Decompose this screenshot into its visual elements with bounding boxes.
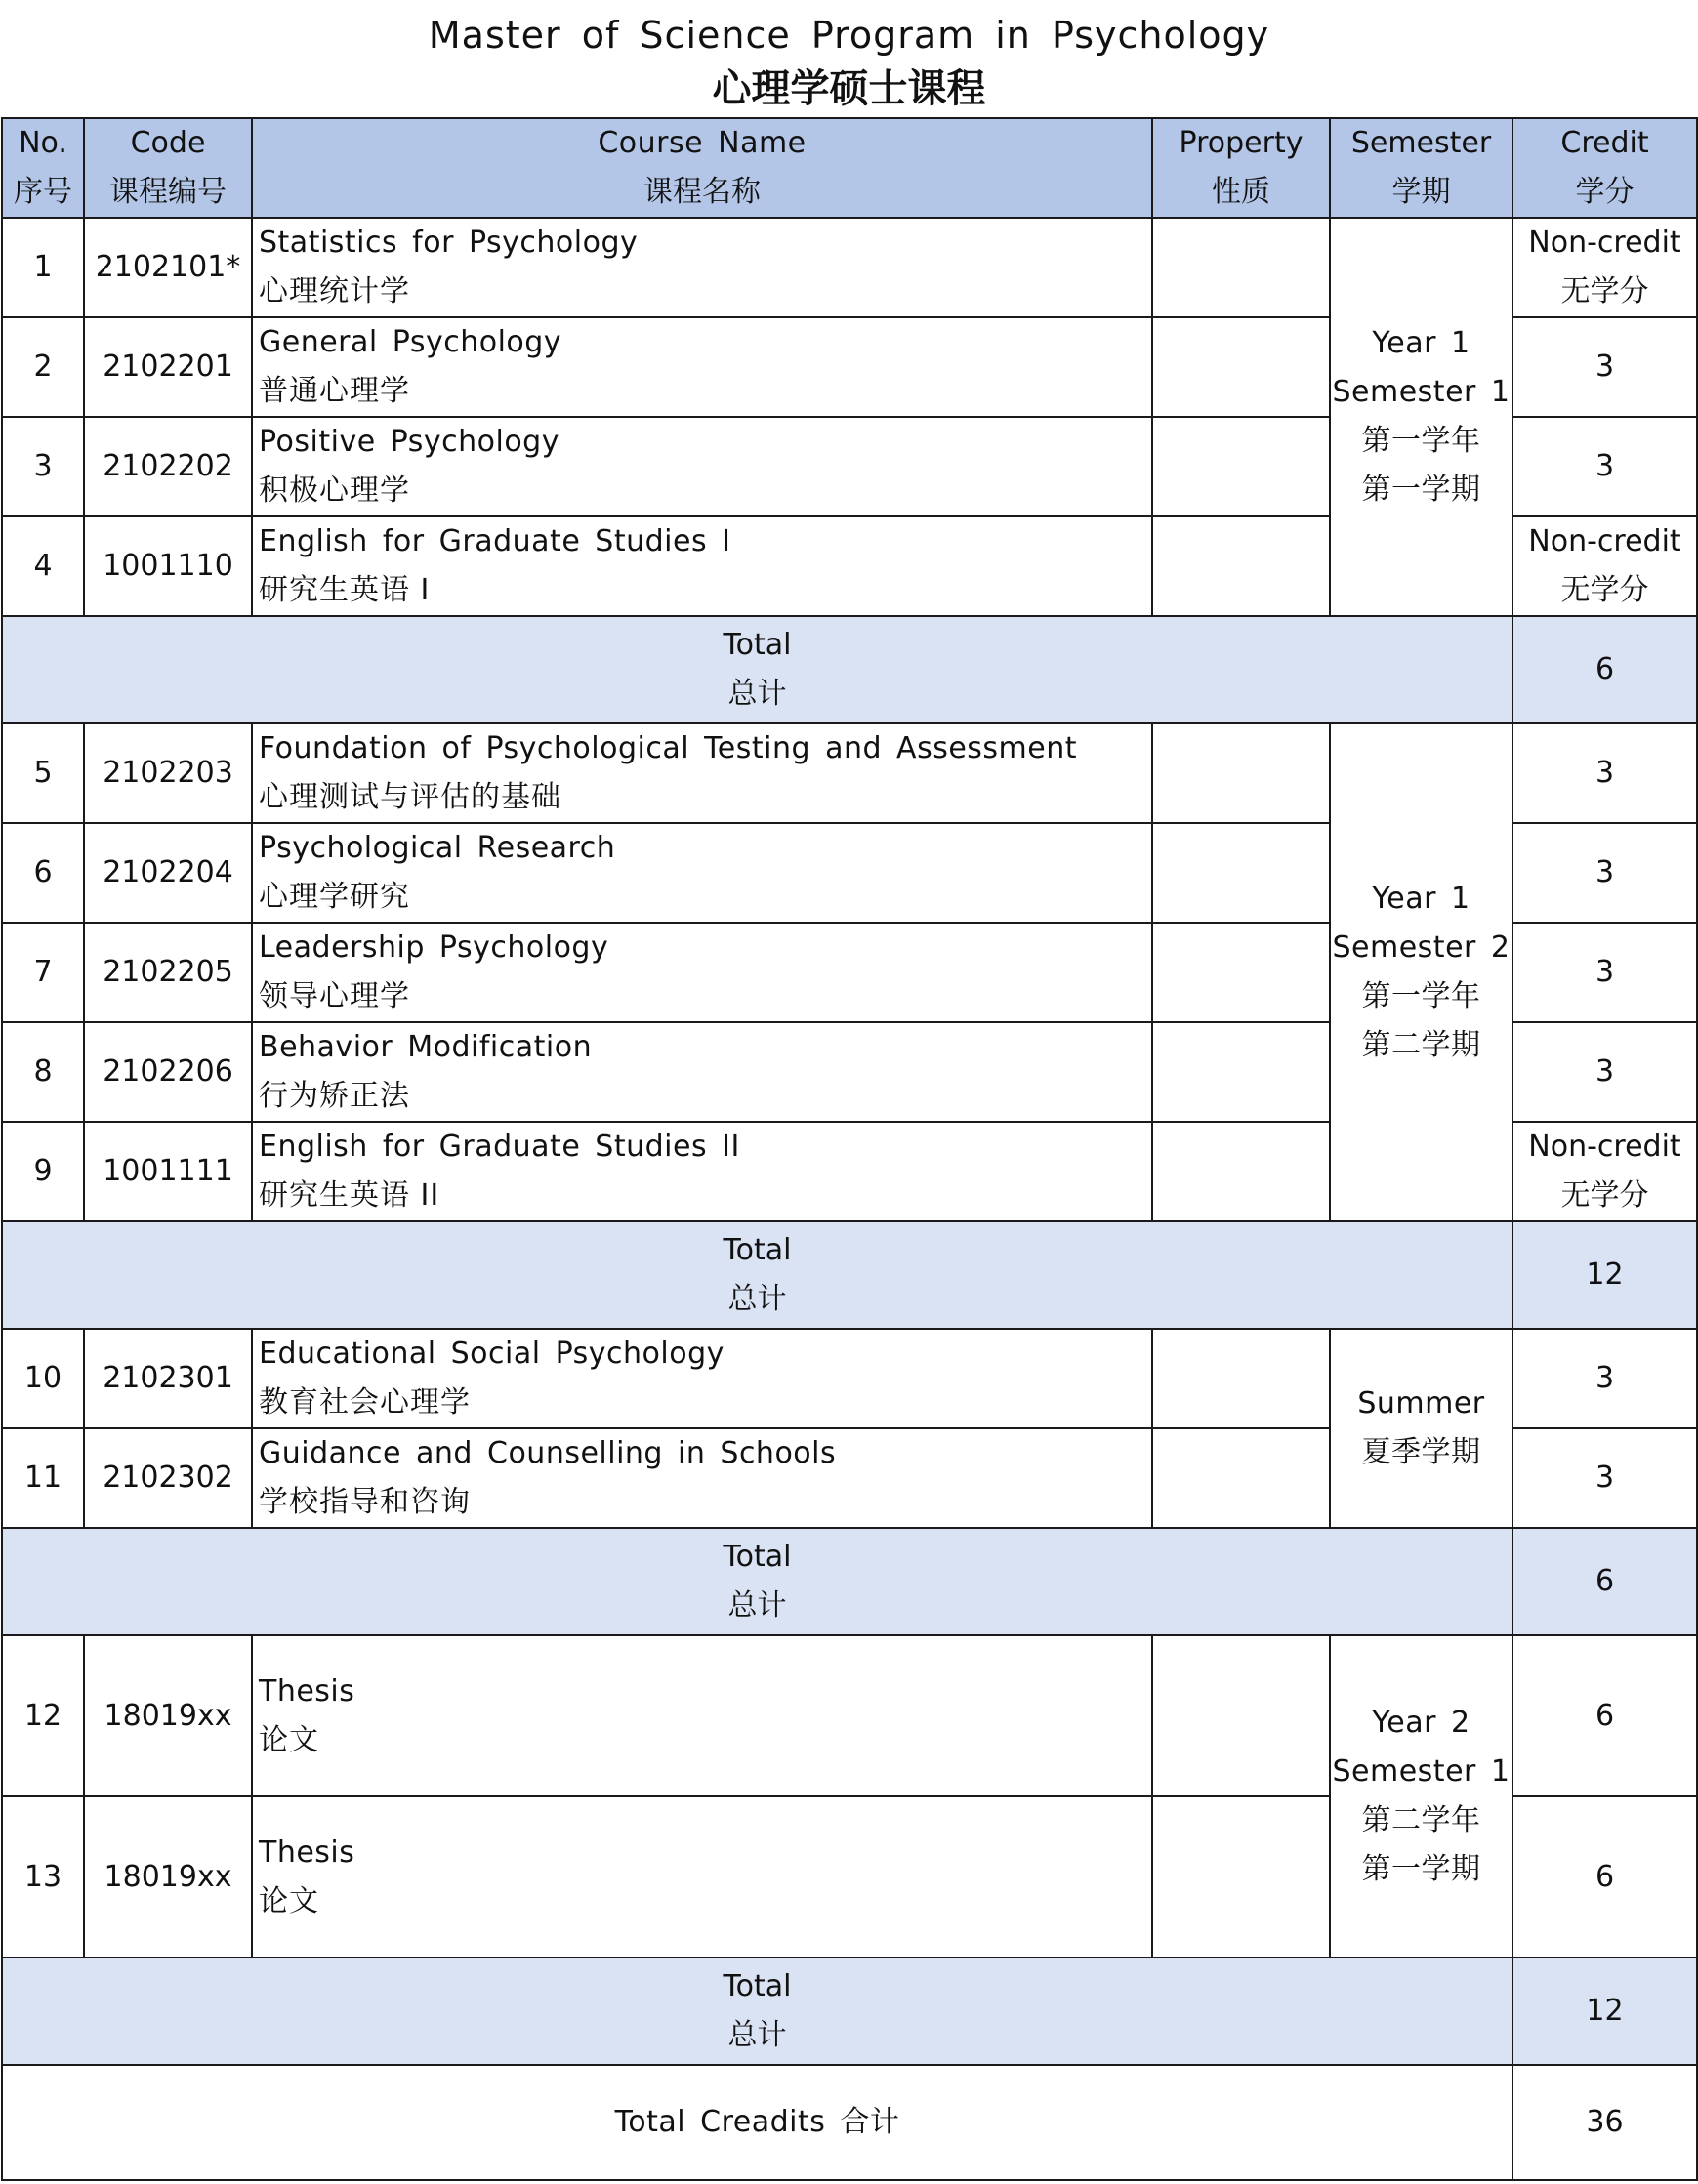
cell-property [1152,923,1330,1022]
total-credit-cell [1512,616,1697,723]
cell-course-name [252,317,1152,417]
cell-property [1152,417,1330,516]
cell-semester [1330,723,1512,1221]
course-code: 2102302 [103,1461,233,1495]
cell-credit [1512,1428,1697,1528]
total-row [2,1221,1697,1329]
semester-line: 第二学年 [1361,1803,1481,1837]
course-name-zh: 研究生英语 I [259,573,431,607]
course-code: 2102201 [103,350,233,384]
course-name-en: Statistics for Psychology [259,226,639,260]
cell-code [84,1122,252,1221]
cell-property [1152,823,1330,923]
course-number: 13 [23,1859,62,1894]
cell-credit [1512,823,1697,923]
header-no-zh: 序号 [14,175,72,209]
course-code: 2102204 [103,855,233,889]
course-credit: 无学分 [1560,274,1649,309]
cell-credit [1512,1329,1697,1428]
course-number: 6 [33,855,53,889]
cell-no [2,1428,84,1528]
header-course-name-zh: 课程名称 [643,175,761,209]
course-name-zh: 心理学研究 [259,880,410,914]
header-code-zh: 课程编号 [109,175,227,209]
total-credit-cell [1512,1221,1697,1329]
cell-property [1152,1428,1330,1528]
cell-no [2,1796,84,1957]
course-number: 2 [33,350,53,384]
semester-line: 第二学期 [1361,1028,1481,1062]
total-label-en: Total [723,1540,792,1574]
header-credit-zh: 学分 [1575,175,1635,209]
course-number: 1 [33,250,53,284]
grand-total-value-cell [1512,2065,1697,2180]
course-number: 11 [23,1461,62,1495]
total-credit-value: 12 [1586,1994,1624,2028]
grand-total-value: 36 [1586,2105,1624,2139]
course-name-en: Thesis [259,1673,355,1709]
cell-no [2,317,84,417]
cell-no [2,1635,84,1796]
cell-course-name [252,516,1152,616]
course-name-en: Thesis [259,1834,355,1870]
course-credit: Non-credit [1528,226,1681,260]
course-name-zh: 论文 [259,1883,319,1918]
cell-property [1152,1329,1330,1428]
course-credit: 3 [1594,350,1615,384]
header-code [84,118,252,218]
course-name-en: Educational Social Psychology [259,1337,725,1371]
cell-credit [1512,923,1697,1022]
cell-code [84,417,252,516]
cell-credit [1512,1635,1697,1796]
table-row [2,723,1697,823]
header-semester-zh: 学期 [1391,175,1451,209]
table-row [2,218,1697,317]
course-credit: 6 [1594,1859,1615,1894]
header-code-en: Code [130,126,206,160]
course-code: 2102206 [103,1054,233,1089]
course-code: 18019xx [104,1859,232,1894]
table-row [2,1635,1697,1796]
cell-credit [1512,723,1697,823]
course-credit: Non-credit [1528,1130,1681,1164]
course-name-zh: 积极心理学 [259,474,410,508]
course-name-zh: 普通心理学 [259,374,410,408]
title-chinese: 心理学硕士课程 [712,66,986,111]
course-code: 1001110 [103,549,233,583]
course-name-zh: 行为矫正法 [259,1079,410,1113]
course-name-zh: 心理测试与评估的基础 [259,780,561,814]
semester-line: Year 1 [1372,326,1470,360]
cell-no [2,823,84,923]
cell-credit [1512,317,1697,417]
course-name-zh: 领导心理学 [259,979,410,1013]
cell-course-name [252,218,1152,317]
course-number: 4 [33,549,53,583]
course-credit: 3 [1594,855,1615,889]
semester-line: Year 2 [1372,1706,1470,1740]
cell-code [84,317,252,417]
cell-semester [1330,1635,1512,1957]
course-credit: 3 [1594,1361,1615,1395]
cell-no [2,1329,84,1428]
semester-line: Summer [1357,1386,1485,1421]
course-number: 12 [23,1698,62,1733]
total-row [2,1528,1697,1635]
course-name-en: Leadership Psychology [259,930,609,965]
header-semester [1330,118,1512,218]
cell-no [2,723,84,823]
cell-code [84,1329,252,1428]
total-credit-value: 6 [1594,1564,1615,1598]
cell-property [1152,1022,1330,1122]
course-credit: 3 [1594,1054,1615,1089]
course-name-en: Behavior Modification [259,1030,593,1064]
course-code: 2102202 [103,449,233,483]
course-credit: 3 [1594,955,1615,989]
course-name-zh: 研究生英语 II [259,1178,440,1213]
cell-credit [1512,417,1697,516]
total-credit-value: 6 [1594,652,1615,686]
semester-line: 第一学期 [1361,473,1481,507]
cell-course-name [252,1796,1152,1957]
course-table [1,117,1698,2181]
cell-credit [1512,1796,1697,1957]
course-code: 1001111 [103,1154,233,1188]
total-label-cell [2,1528,1512,1635]
cell-code [84,1796,252,1957]
cell-property [1152,1635,1330,1796]
total-label-cell [2,1221,1512,1329]
document-title [0,0,1698,117]
cell-course-name [252,823,1152,923]
header-semester-en: Semester [1350,126,1492,160]
grand-total-row [2,2065,1697,2180]
course-code: 2102205 [103,955,233,989]
cell-code [84,218,252,317]
cell-credit [1512,1022,1697,1122]
semester-line: 第一学期 [1361,1852,1481,1886]
course-code: 2102101* [95,250,241,284]
title-english: Master of Science Program in Psychology [428,14,1270,57]
course-credit: Non-credit [1528,524,1681,558]
course-name-en: Positive Psychology [259,425,559,459]
cell-course-name [252,1022,1152,1122]
total-label-en: Total [723,628,792,662]
header-no-en: No. [19,126,67,160]
header-property-en: Property [1179,126,1304,160]
course-credit: 6 [1594,1698,1615,1733]
total-label-en: Total [723,1969,792,2003]
cell-code [84,1428,252,1528]
cell-no [2,417,84,516]
header-course-name-en: Course Name [598,126,807,160]
header-credit [1512,118,1697,218]
course-name-en: Guidance and Counselling in Schools [259,1436,837,1470]
grand-total-label: Total Creadits 合计 [614,2105,900,2139]
course-name-zh: 教育社会心理学 [259,1385,471,1420]
course-name-zh: 论文 [259,1722,319,1757]
cell-property [1152,516,1330,616]
cell-course-name [252,923,1152,1022]
total-label-cell [2,1957,1512,2065]
course-name-en: Psychological Research [259,831,616,865]
cell-no [2,1022,84,1122]
cell-code [84,723,252,823]
course-name-en: English for Graduate Studies I [259,524,731,558]
header-credit-en: Credit [1560,126,1649,160]
cell-credit [1512,516,1697,616]
total-credit-cell [1512,1957,1697,2065]
course-name-en: Foundation of Psychological Testing and Assessment [259,731,1078,765]
semester-line: 第一学年 [1361,424,1481,458]
total-row [2,1957,1697,2065]
semester-line: Semester 1 [1332,1754,1511,1789]
course-credit: 3 [1594,449,1615,483]
cell-code [84,1022,252,1122]
total-label-zh: 总计 [727,1588,787,1623]
cell-course-name [252,1428,1152,1528]
total-label-zh: 总计 [727,2018,787,2052]
cell-property [1152,317,1330,417]
cell-semester [1330,218,1512,616]
cell-code [84,923,252,1022]
header-course-name [252,118,1152,218]
table-row [2,1329,1697,1428]
total-credit-cell [1512,1528,1697,1635]
header-no [2,118,84,218]
cell-code [84,516,252,616]
course-number: 3 [33,449,53,483]
cell-no [2,516,84,616]
total-label-en: Total [723,1233,792,1267]
cell-property [1152,1122,1330,1221]
course-number: 7 [33,955,53,989]
course-name-zh: 心理统计学 [259,274,410,309]
cell-course-name [252,1329,1152,1428]
cell-course-name [252,1122,1152,1221]
header-property [1152,118,1330,218]
cell-course-name [252,1635,1152,1796]
cell-property [1152,1796,1330,1957]
course-code: 2102203 [103,756,233,790]
course-name-zh: 学校指导和咨询 [259,1485,471,1519]
course-number: 10 [23,1361,62,1395]
semester-line: Semester 2 [1332,930,1511,965]
cell-code [84,823,252,923]
course-credit: 无学分 [1560,1178,1649,1213]
table-header-row [2,118,1697,218]
semester-line: Semester 1 [1332,375,1511,409]
course-code: 18019xx [104,1698,232,1733]
cell-semester [1330,1329,1512,1528]
cell-property [1152,218,1330,317]
cell-no [2,1122,84,1221]
semester-line: Year 1 [1372,882,1470,916]
total-label-zh: 总计 [727,1282,787,1316]
course-credit: 3 [1594,756,1615,790]
course-number: 5 [33,756,53,790]
total-label-cell [2,616,1512,723]
semester-line: 第一学年 [1361,979,1481,1013]
cell-credit [1512,218,1697,317]
course-name-en: General Psychology [259,325,562,359]
course-number: 9 [33,1154,53,1188]
cell-code [84,1635,252,1796]
cell-credit [1512,1122,1697,1221]
table-body [2,218,1697,2180]
header-property-zh: 性质 [1212,175,1270,209]
course-code: 2102301 [103,1361,233,1395]
course-credit: 3 [1594,1461,1615,1495]
grand-total-label-cell [2,2065,1512,2180]
total-row [2,616,1697,723]
cell-course-name [252,723,1152,823]
course-number: 8 [33,1054,53,1089]
cell-no [2,218,84,317]
course-credit: 无学分 [1560,573,1649,607]
total-credit-value: 12 [1586,1257,1624,1292]
cell-property [1152,723,1330,823]
cell-no [2,923,84,1022]
semester-line: 夏季学期 [1361,1435,1481,1469]
cell-course-name [252,417,1152,516]
course-name-en: English for Graduate Studies II [259,1130,740,1164]
total-label-zh: 总计 [727,677,787,711]
